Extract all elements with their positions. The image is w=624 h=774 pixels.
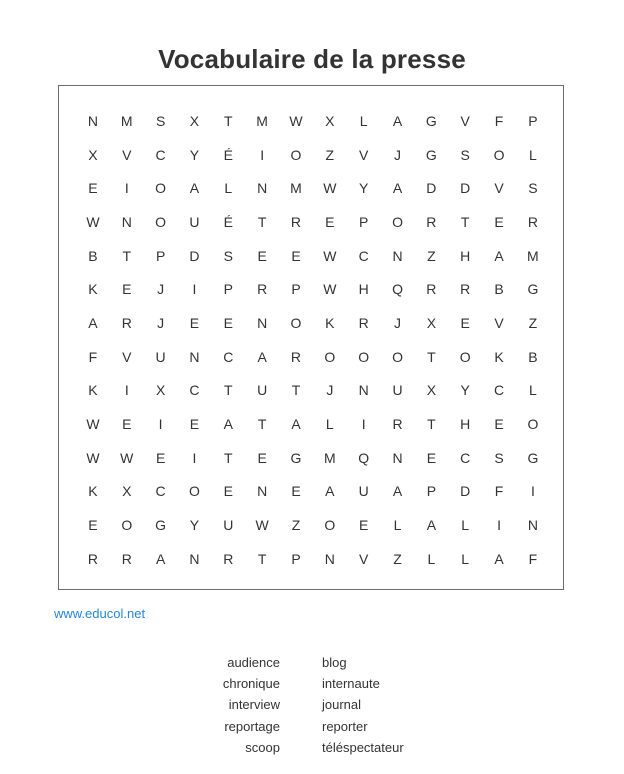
grid-letter: E <box>291 247 301 264</box>
grid-letter: O <box>324 348 336 365</box>
grid-letter: E <box>189 314 200 331</box>
grid-letter: F <box>494 483 504 500</box>
grid-letter: N <box>257 314 268 331</box>
grid-letter: M <box>290 180 302 197</box>
grid-letter: O <box>527 416 539 433</box>
word-list-item: internaute <box>322 676 380 692</box>
grid-letter: E <box>494 416 504 433</box>
grid-letter: K <box>88 382 98 399</box>
grid-letter: P <box>291 281 301 298</box>
grid-letter: V <box>122 348 132 365</box>
grid-letter: R <box>426 213 437 230</box>
grid-letter: J <box>157 281 165 298</box>
grid-letter: R <box>290 348 302 365</box>
grid-letter: U <box>358 483 369 500</box>
grid-letter: N <box>324 550 335 567</box>
word-list-item: blog <box>322 655 347 670</box>
grid-letter: Y <box>189 517 200 534</box>
grid-letter: B <box>528 348 538 365</box>
grid-letter: N <box>121 213 132 230</box>
grid-letter: M <box>120 112 133 129</box>
grid-letter: U <box>257 382 268 399</box>
grid-letter: L <box>528 146 537 163</box>
grid-letter: Z <box>291 517 301 534</box>
grid-letter: N <box>189 550 200 567</box>
grid-letter: Z <box>393 550 402 567</box>
grid-letter: T <box>224 382 233 399</box>
grid-letter: N <box>189 348 200 365</box>
grid-letter: Z <box>325 146 335 163</box>
grid-letter: W <box>86 449 100 466</box>
grid-letter: O <box>155 180 167 197</box>
word-list-left <box>223 652 280 758</box>
grid-letter: O <box>155 213 167 230</box>
grid-letter: O <box>189 483 200 500</box>
grid-letter: Y <box>359 180 369 197</box>
grid-letter: C <box>189 382 200 399</box>
word-list-item: audience <box>227 655 280 670</box>
word-search-grid <box>76 104 550 576</box>
grid-letter: A <box>494 247 504 264</box>
grid-letter: A <box>155 550 166 567</box>
grid-letter: I <box>192 449 197 466</box>
word-list-item: interview <box>228 697 280 713</box>
grid-letter: O <box>392 213 403 230</box>
grid-letter: O <box>358 348 370 365</box>
grid-letter: R <box>392 416 403 433</box>
grid-letter: T <box>224 112 233 129</box>
grid-letter: A <box>291 416 301 433</box>
grid-letter: V <box>122 146 132 163</box>
grid-letter: A <box>392 483 403 500</box>
grid-letter: Y <box>189 146 200 163</box>
grid-letter: S <box>494 449 504 466</box>
grid-letter: L <box>224 180 233 197</box>
word-list-item: scoop <box>245 739 280 755</box>
grid-letter: A <box>257 348 267 365</box>
word-list-item: chronique <box>222 676 280 692</box>
grid-letter: V <box>359 146 369 163</box>
grid-letter: V <box>460 112 470 129</box>
grid-letter: A <box>426 517 437 534</box>
word-list-item: journal <box>322 697 362 713</box>
grid-letter: O <box>392 348 403 365</box>
grid-letter: D <box>189 247 200 264</box>
grid-letter: W <box>86 416 100 433</box>
grid-letter: E <box>325 213 335 230</box>
grid-letter: É <box>223 213 233 230</box>
grid-letter: J <box>157 314 165 331</box>
grid-letter: R <box>358 314 369 331</box>
grid-letter: V <box>359 550 369 567</box>
grid-letter: Q <box>392 281 403 298</box>
grid-letter: E <box>257 247 267 264</box>
word-list-item: reportage <box>224 718 280 734</box>
grid-letter: C <box>223 348 234 365</box>
grid-letter: T <box>427 416 436 433</box>
grid-letter: N <box>358 382 369 399</box>
grid-letter: X <box>325 112 335 129</box>
grid-letter: W <box>323 247 337 264</box>
grid-letter: R <box>426 281 437 298</box>
grid-letter: U <box>392 382 403 399</box>
grid-letter: G <box>425 112 437 129</box>
grid-letter: E <box>460 314 470 331</box>
grid-letter: K <box>88 483 98 500</box>
grid-letter: Y <box>460 382 470 399</box>
grid-letter: P <box>223 281 233 298</box>
grid-letter: N <box>87 112 98 129</box>
grid-letter: O <box>290 314 302 331</box>
grid-letter: B <box>494 281 504 298</box>
grid-letter: W <box>86 213 100 230</box>
grid-letter: E <box>122 281 132 298</box>
grid-letter: Z <box>528 314 538 331</box>
grid-letter: L <box>325 416 334 433</box>
grid-letter: T <box>291 382 301 399</box>
grid-letter: L <box>461 550 470 567</box>
grid-letter: I <box>361 416 366 433</box>
grid-letter: A <box>325 483 335 500</box>
grid-letter: J <box>326 382 334 399</box>
grid-letter: R <box>121 314 132 331</box>
grid-letter: R <box>223 550 234 567</box>
grid-letter: T <box>257 213 267 230</box>
grid-letter: W <box>255 517 269 534</box>
grid-letter: D <box>426 180 437 197</box>
grid-letter: J <box>394 314 402 331</box>
grid-letter: D <box>460 483 471 500</box>
grid-letter: P <box>155 247 166 264</box>
grid-letter: X <box>189 112 200 129</box>
grid-letter: O <box>121 517 133 534</box>
grid-letter: N <box>392 247 403 264</box>
grid-letter: T <box>122 247 132 264</box>
grid-letter: É <box>223 146 233 163</box>
grid-letter: E <box>88 517 98 534</box>
grid-letter: N <box>257 180 268 197</box>
grid-letter: Z <box>427 247 436 264</box>
grid-letter: E <box>359 517 369 534</box>
grid-letter: C <box>358 247 369 264</box>
grid-letter: E <box>189 416 200 433</box>
grid-letter: G <box>527 449 539 466</box>
grid-letter: I <box>497 517 501 534</box>
word-list-item: reporter <box>322 718 368 734</box>
grid-letter: N <box>392 449 403 466</box>
grid-letter: E <box>257 449 267 466</box>
grid-letter: P <box>291 550 301 567</box>
word-list-right <box>322 652 404 758</box>
grid-letter: V <box>494 180 504 197</box>
grid-letter: A <box>392 112 403 129</box>
grid-letter: G <box>155 517 167 534</box>
grid-letter: G <box>527 281 539 298</box>
grid-letter: F <box>528 550 538 567</box>
grid-letter: X <box>122 483 132 500</box>
grid-letter: I <box>124 382 129 399</box>
grid-letter: X <box>88 146 98 163</box>
grid-letter: Q <box>358 449 370 466</box>
grid-letter: E <box>223 314 233 331</box>
grid-letter: J <box>394 146 402 163</box>
grid-letter: T <box>257 550 267 567</box>
grid-letter: E <box>88 180 98 197</box>
grid-letter: F <box>88 348 98 365</box>
grid-letter: W <box>120 449 134 466</box>
grid-letter: P <box>426 483 437 500</box>
grid-letter: A <box>494 550 504 567</box>
grid-letter: N <box>257 483 268 500</box>
grid-letter: G <box>290 449 302 466</box>
grid-letter: K <box>88 281 98 298</box>
grid-letter: D <box>460 180 471 197</box>
grid-letter: C <box>460 449 471 466</box>
grid-letter: R <box>460 281 471 298</box>
grid-letter: I <box>158 416 163 433</box>
grid-letter: C <box>493 382 505 399</box>
grid-letter: L <box>393 517 402 534</box>
grid-letter: E <box>223 483 233 500</box>
grid-letter: I <box>260 146 265 163</box>
grid-letter: T <box>460 213 470 230</box>
grid-letter: N <box>527 517 538 534</box>
grid-letter: T <box>427 348 436 365</box>
grid-letter: O <box>324 517 336 534</box>
grid-letter: S <box>155 112 166 129</box>
grid-letter: R <box>527 213 538 230</box>
grid-letter: R <box>290 213 302 230</box>
grid-letter: R <box>257 281 268 298</box>
grid-letter: X <box>426 382 437 399</box>
grid-letter: L <box>427 550 436 567</box>
grid-letter: H <box>460 247 471 264</box>
grid-letter: X <box>155 382 166 399</box>
grid-letter: A <box>223 416 233 433</box>
grid-letter: M <box>527 247 539 264</box>
grid-letter: R <box>121 550 132 567</box>
word-list-item: téléspectateur <box>322 739 404 755</box>
grid-letter: I <box>124 180 129 197</box>
grid-letter: K <box>494 348 504 365</box>
grid-letter: A <box>88 314 98 331</box>
grid-letter: E <box>122 416 132 433</box>
grid-letter: V <box>494 314 504 331</box>
grid-letter: E <box>494 213 504 230</box>
page-title: Vocabulaire de la presse <box>158 44 466 74</box>
source-link[interactable]: www.educol.net <box>54 606 146 621</box>
grid-letter: E <box>155 449 166 466</box>
grid-letter: T <box>224 449 233 466</box>
grid-letter: F <box>494 112 504 129</box>
grid-letter: E <box>426 449 437 466</box>
grid-letter: I <box>530 483 535 500</box>
grid-letter: B <box>88 247 98 264</box>
grid-letter: A <box>189 180 200 197</box>
grid-letter: C <box>155 146 166 163</box>
grid-letter: C <box>155 483 166 500</box>
grid-letter: I <box>192 281 197 298</box>
grid-letter: W <box>323 281 337 298</box>
grid-letter: K <box>325 314 335 331</box>
grid-letter: S <box>223 247 233 264</box>
grid-letter: P <box>359 213 369 230</box>
grid-letter: L <box>359 112 368 129</box>
grid-letter: W <box>289 112 303 129</box>
grid-letter: P <box>528 112 538 129</box>
grid-letter: W <box>323 180 337 197</box>
grid-letter: E <box>291 483 301 500</box>
grid-letter: U <box>155 348 166 365</box>
grid-letter: O <box>290 146 302 163</box>
grid-letter: S <box>460 146 470 163</box>
grid-letter: U <box>189 213 200 230</box>
grid-letter: T <box>257 416 267 433</box>
grid-letter: X <box>426 314 437 331</box>
grid-letter: L <box>528 382 537 399</box>
grid-letter: A <box>392 180 403 197</box>
grid-letter: H <box>460 416 471 433</box>
grid-letter: H <box>358 281 369 298</box>
grid-letter: G <box>425 146 437 163</box>
grid-letter: R <box>87 550 98 567</box>
grid-letter: O <box>459 348 471 365</box>
grid-letter: L <box>461 517 470 534</box>
grid-letter: M <box>323 449 336 466</box>
grid-letter: M <box>256 112 268 129</box>
grid-letter: U <box>223 517 234 534</box>
grid-letter: S <box>528 180 538 197</box>
grid-letter: O <box>493 146 505 163</box>
